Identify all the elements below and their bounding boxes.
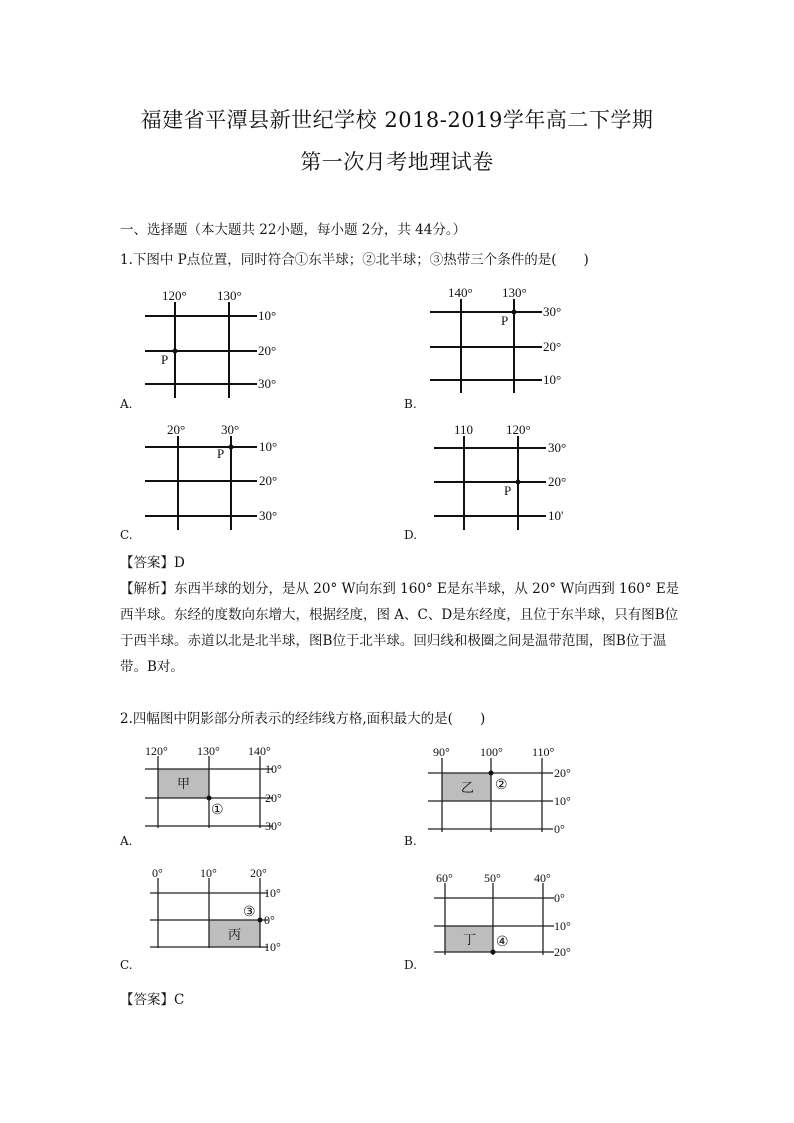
lon-label: 100° bbox=[480, 745, 503, 759]
q2-stem: 2.四幅图中阴影部分所表示的经纬线方格,面积最大的是( ) bbox=[120, 711, 486, 727]
lat-label: 10° bbox=[259, 439, 278, 454]
point-label: P bbox=[161, 352, 169, 367]
lat-label: 0° bbox=[554, 822, 565, 836]
title-line-2: 第一次月考地理试卷 bbox=[300, 150, 494, 174]
lat-label: 10° bbox=[554, 919, 571, 933]
lat-label: 20° bbox=[258, 343, 277, 358]
lon-label: 60° bbox=[436, 871, 453, 885]
q2-option-a-label[interactable]: A. bbox=[120, 834, 133, 848]
lat-label: 10° bbox=[265, 762, 282, 776]
lat-label: 0° bbox=[554, 891, 565, 905]
q2-diagram-d bbox=[434, 871, 594, 966]
lon-label: 110 bbox=[454, 422, 474, 437]
q1-answer: 【答案】D bbox=[120, 555, 185, 571]
cell-label: 乙 bbox=[461, 780, 475, 795]
lon-label: 0° bbox=[152, 866, 163, 880]
lat-label: 20° bbox=[554, 766, 571, 780]
lon-label: 50° bbox=[484, 871, 501, 885]
lat-label: 20° bbox=[543, 339, 562, 354]
lon-label: 130° bbox=[197, 744, 220, 758]
q2-answer: 【答案】C bbox=[120, 992, 185, 1008]
lon-label: 10° bbox=[200, 866, 217, 880]
lat-label: 30° bbox=[265, 819, 282, 833]
lat-label: 10° bbox=[554, 794, 571, 808]
q2-option-b-label[interactable]: B. bbox=[404, 834, 417, 848]
lat-label: 20° bbox=[259, 473, 278, 488]
lon-label: 140° bbox=[248, 744, 271, 758]
lon-label: 20° bbox=[167, 422, 186, 437]
lon-label: 130° bbox=[502, 285, 527, 300]
lon-label: 120° bbox=[162, 288, 187, 303]
lon-label: 20° bbox=[250, 866, 267, 880]
q2-diagram-a bbox=[145, 744, 305, 839]
lon-label: 140° bbox=[448, 285, 473, 300]
q1-diagram-a bbox=[145, 290, 325, 400]
q1-stem: 1.下图中 P点位置，同时符合①东半球；②北半球；③热带三个条件的是( ) bbox=[120, 252, 589, 268]
lat-label: 30° bbox=[543, 304, 562, 319]
cell-mark: ③ bbox=[243, 905, 256, 920]
lon-label: 40° bbox=[534, 871, 551, 885]
lat-label: 20° bbox=[554, 945, 571, 959]
lat-label: 30° bbox=[548, 440, 567, 455]
q1-option-d-label[interactable]: D. bbox=[404, 528, 418, 542]
q2-option-d-label[interactable]: D. bbox=[404, 958, 418, 972]
cell-label: 丙 bbox=[228, 927, 242, 942]
lon-label: 110° bbox=[532, 745, 555, 759]
q1-diagram-c bbox=[145, 422, 325, 532]
lon-label: 130° bbox=[217, 288, 242, 303]
cell-mark: ② bbox=[495, 778, 508, 793]
q2-diagram-c bbox=[150, 866, 310, 961]
title-line-1: 福建省平潭县新世纪学校 2018-2019学年高二下学期 bbox=[140, 108, 654, 132]
lat-label: 10° bbox=[264, 940, 281, 954]
lat-label: 0° bbox=[264, 913, 275, 927]
section-heading: 一、选择题（本大题共 22小题，每小题 2分，共 44分。） bbox=[120, 222, 467, 238]
lon-label: 120° bbox=[145, 744, 168, 758]
lat-label: 30° bbox=[258, 376, 277, 391]
cell-mark: ④ bbox=[496, 935, 509, 950]
cell-label: 甲 bbox=[177, 776, 191, 791]
lat-label: 30° bbox=[259, 508, 278, 523]
q1-analysis: 【解析】东西半球的划分，是从 20° W向东到 160° E是东半球，从 20° W向西到 160° E是西半球。东经的度数向东增大，根据经度，图 A、C、D是东经度，且位于东半球，只有图B位于西半球。赤道以北是北半球，图B位于北半球。回归线和极圈之间是温带范围，图B位于温带。B对。 bbox=[120, 581, 680, 675]
cell-mark: ① bbox=[211, 803, 224, 818]
lon-label: 30° bbox=[221, 422, 240, 437]
q2-option-c-label[interactable]: C. bbox=[120, 958, 133, 972]
point-label: P bbox=[217, 446, 225, 461]
lat-label: 10° bbox=[258, 308, 277, 323]
lon-label: 90° bbox=[433, 745, 450, 759]
lat-label: 10° bbox=[264, 886, 281, 900]
q1-option-a-label[interactable]: A. bbox=[120, 397, 133, 411]
lat-label: 20° bbox=[548, 474, 567, 489]
q2-diagram-b bbox=[428, 744, 588, 839]
q1-diagram-d bbox=[434, 422, 614, 532]
lat-label: 20° bbox=[265, 791, 282, 805]
lat-label: 10° bbox=[543, 372, 562, 387]
lon-label: 120° bbox=[506, 422, 531, 437]
point-label: P bbox=[501, 313, 509, 328]
q1-diagram-b bbox=[430, 285, 610, 395]
q1-option-b-label[interactable]: B. bbox=[404, 397, 417, 411]
cell-label: 丁 bbox=[463, 932, 477, 947]
lat-label: 10' bbox=[548, 508, 564, 523]
q1-option-c-label[interactable]: C. bbox=[120, 528, 133, 542]
point-label: P bbox=[504, 483, 512, 498]
